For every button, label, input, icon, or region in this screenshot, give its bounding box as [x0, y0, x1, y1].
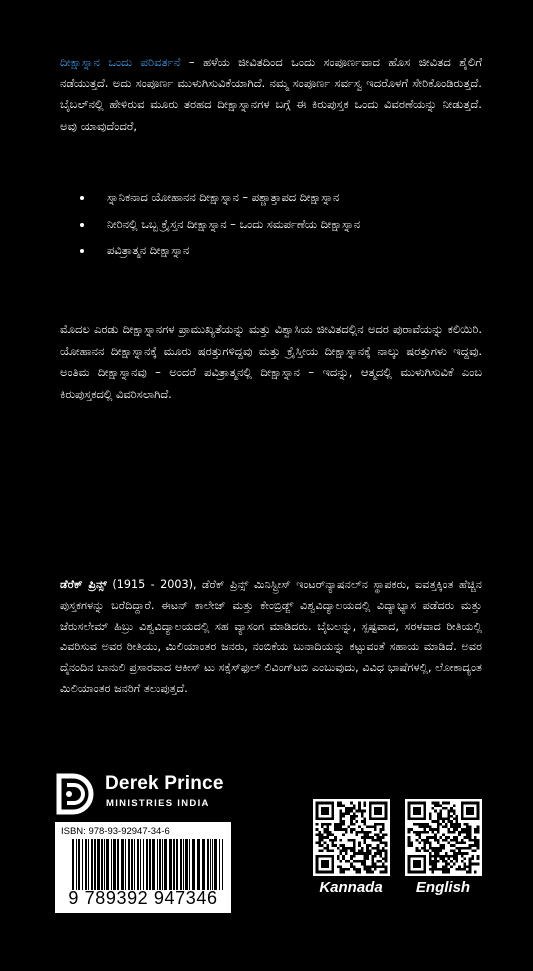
- isbn-barcode: [55, 822, 231, 913]
- logo-subtitle: MINISTRIES INDIA: [106, 798, 210, 809]
- author-bio-text: (1915 - 2003), ಡೆರೆಕ್ ಪ್ರಿನ್ಸ್ ಮಿನಿಸ್ಟ್ರೀಸ್ ಇಂಟರ್‌ನ್ಯಾಷನಲ್‌ನ ಸ್ಥಾಪಕರು, ಐವತ್ತಕ್ಕಿಂತ ಹೆಚ್ಚಿನ ಪುಸ್ತಕಗಳನ್ನು ಬರೆದಿದ್ದಾರೆ. ಈಟನ್ ಕಾಲೇಜ್ ಮತ್ತು ಕೇಂಬ್ರಿಡ್ಜ್ ವಿಶ್ವವಿದ್ಯಾಲಯದಲ್ಲಿ ವಿದ್ಯಾಭ್ಯಾಸ ಪಡೆದರು ಮತ್ತು ಜೆರುಸಲೇಮ್ ಹಿಬ್ರು ವಿಶ್ವವಿದ್ಯಾಲಯದಲ್ಲಿ ಸಹ ವ್ಯಾಸಂಗ ಮಾಡಿದರು. ಬೈಬಲನ್ನು, ಸ್ಪಷ್ಟವಾದ, ಸರಳವಾದ ರೀತಿಯಲ್ಲಿ ವಿವರಿಸುವ ಅವರ ರೀತಿಯು, ಮಿಲಿಯಾಂತರ ಜನರು, ನಂಬಿಕೆಯ ಬುನಾದಿಯನ್ನು ಕಟ್ಟುವಂತೆ ಸಹಾಯ ಮಾಡಿದೆ. ಅವರ ದೈನಂದಿನ ಬಾನುಲಿ ಪ್ರಸಾರವಾದ ಆಕೀಸ್ ಟು ಸಕ್ಸೆಸ್‌ಫುಲ್ ಲಿವಿಂಗ್‌ಟಬಿ ಎಂಬುವುದು, ವಿವಿಧ ಭಾಷೆಗಳಲ್ಲಿ, ಲೋಕಾದ್ಯಂತ ಮಿಲಿಯಾಂತರ ಜನರಿಗೆ ತಲುಪುತ್ತದೆ.: [60, 578, 482, 695]
- isbn-text: ISBN: 978-93-92947-34-6: [61, 826, 170, 837]
- author-bio: [60, 575, 482, 700]
- dpm-logo-icon: [55, 772, 97, 816]
- qr-label-kannada: Kannada: [319, 879, 383, 896]
- qr-label-english: English: [415, 879, 471, 896]
- intro-highlight: ದೀಕ್ಷಾಸ್ನಾನ ಒಂದು ಪರಿವರ್ತನೆ: [60, 55, 181, 69]
- list-item: ಸ್ನಾನಿಕನಾದ ಯೋಹಾನನ ದೀಕ್ಷಾಸ್ನಾನ – ಪಶ್ಚಾತ್ತಾಪದ ದೀಕ್ಷಾಸ್ನಾನ: [80, 187, 480, 209]
- barcode-digits: 9 789392 947346: [68, 888, 218, 908]
- logo-name: Derek Prince: [105, 773, 224, 794]
- qr-code-kannada: [313, 799, 390, 876]
- author-name: ಡೆರೆಕ್ ಪ್ರಿನ್ಸ್: [60, 578, 107, 591]
- intro-paragraph: [60, 52, 482, 137]
- intro-text: – ಹಳೆಯ ಜೀವಿತದಿಂದ ಒಂದು ಸಂಪೂರ್ಣವಾದ ಹೊಸ ಜೀವಿತದ ಶೈಲಿಗೆ ನಡೆಯುತ್ತದೆ. ಅದು ಸಂಪೂರ್ಣ ಮುಳುಗಿಸುವಿಕೆಯಾಗಿದೆ. ನಮ್ಮ ಸಂಪೂರ್ಣ ಸರ್ವಸ್ವ ಇದರೊಳಗೆ ಸೇರಿಕೊಂಡಿರುತ್ತದೆ. ಬೈಬಲ್‌ನಲ್ಲಿ ಹೇಳಿರುವ ಮೂರು ತರಹದ ದೀಕ್ಷಾಸ್ನಾನಗಳ ಬಗ್ಗೆ ಈ ಕಿರುಪುಸ್ತಕ ಒಂದು ವಿವರಣೆಯನ್ನು ನೀಡುತ್ತದೆ. ಅವು ಯಾವುದೆಂದರೆ,: [60, 55, 482, 133]
- list-item: ಪವಿತ್ರಾತ್ಮನ ದೀಕ್ಷಾಸ್ನಾನ: [80, 240, 480, 262]
- publisher-logo: [55, 770, 255, 820]
- barcode-bars: [72, 839, 225, 890]
- qr-code-english: [405, 799, 482, 876]
- second-paragraph: ಮೊದಲ ಎರಡು ದೀಕ್ಷಾಸ್ನಾನಗಳ ಪ್ರಾಮುಖ್ಯತೆಯನ್ನು ಮತ್ತು ವಿಶ್ವಾಸಿಯ ಜೀವಿತದಲ್ಲಿನ ಅದರ ಪುರಾವೆಯನ್ನು ಕಲಿಯಿರಿ. ಯೋಹಾನನ ದೀಕ್ಷಾಸ್ನಾನಕ್ಕೆ ಮೂರು ಷರತ್ತುಗಳಿದ್ದವು ಮತ್ತು ಕ್ರೈಸ್ತೀಯ ದೀಕ್ಷಾಸ್ನಾನಕ್ಕೆ ನಾಲ್ಕು ಷರತ್ತುಗಳು ಇದ್ದವು. ಅಂತಿಮ ದೀಕ್ಷಾಸ್ನಾನವು – ಅಂದರೆ ಪವಿತ್ರಾತ್ಮನಲ್ಲಿ ದೀಕ್ಷಾಸ್ನಾನ – ಇದನ್ನು, ಆತ್ಮದಲ್ಲಿ ಮುಳುಗಿಸುವಿಕೆ ಎಂಬ ಕಿರುಪುಸ್ತಕದಲ್ಲಿ ವಿವರಿಸಲಾಗಿದೆ.: [60, 322, 482, 401]
- baptism-list: [80, 187, 480, 267]
- list-item: ನೀರಿನಲ್ಲಿ ಒಬ್ಬ ಕ್ರೈಸ್ತನ ದೀಕ್ಷಾಸ್ನಾನ – ಒಂದು ಸಮರ್ಪಣೆಯ ದೀಕ್ಷಾಸ್ನಾನ: [80, 214, 480, 236]
